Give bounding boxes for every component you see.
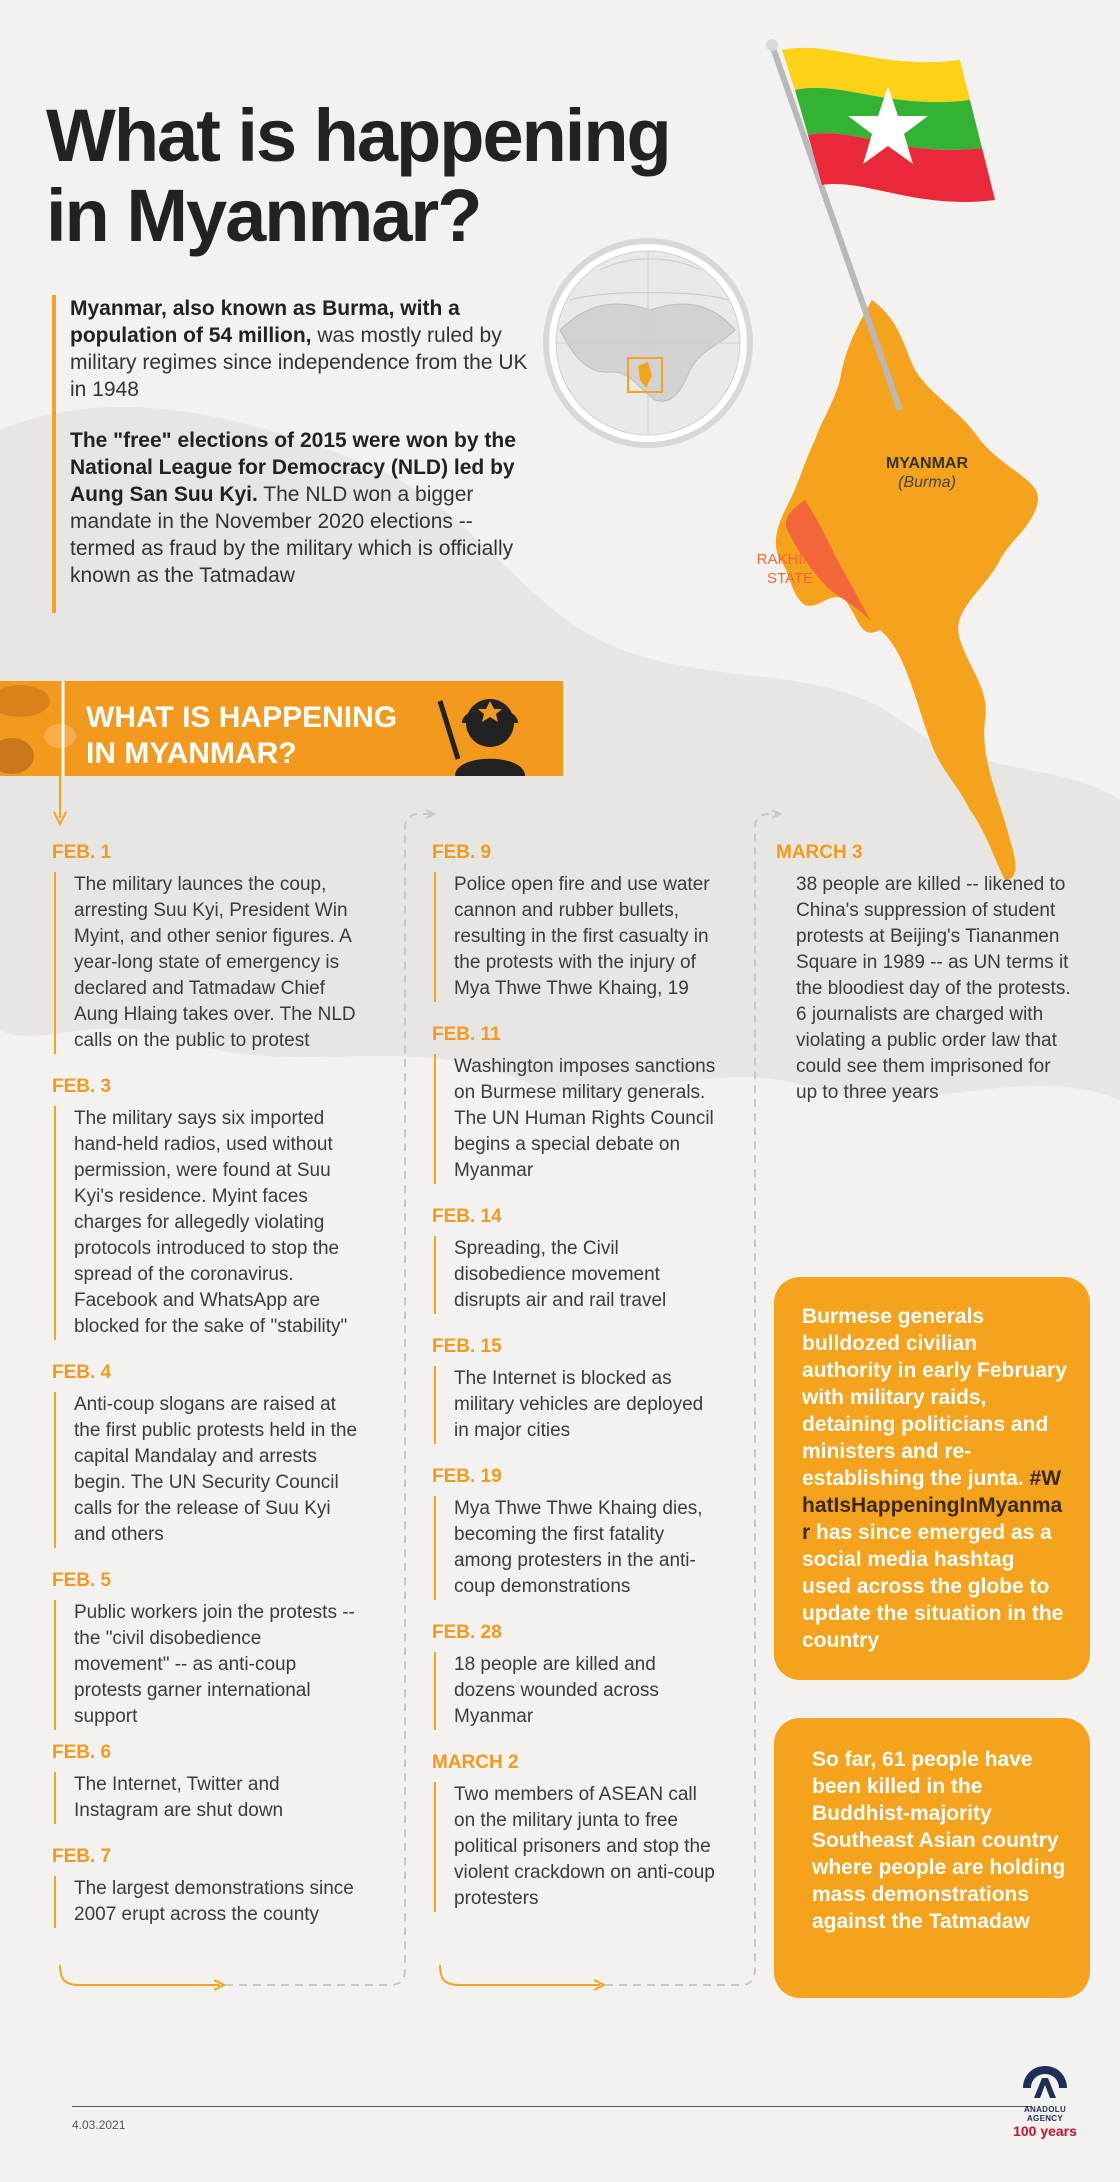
timeline-entry	[432, 1336, 722, 1444]
agency-logo	[1010, 2064, 1080, 2139]
summary-box	[774, 1277, 1090, 1680]
timeline-entry	[52, 1076, 362, 1340]
entry-text: Washington imposes sanctions on Burmese military generals. The UN Human Rights Council begins a special debate on Myanmar	[434, 1054, 722, 1184]
entry-date: MARCH 2	[432, 1752, 519, 1773]
country-label: MYANMAR	[885, 455, 969, 472]
entry-text: Two members of ASEAN call on the military junta to free political prisoners and stop the violent crackdown on anti-coup protesters	[434, 1782, 722, 1912]
footer-date: 4.03.2021	[72, 2118, 126, 2132]
banner-title-line2: IN MYANMAR?	[86, 737, 297, 770]
entry-text: Spreading, the Civil disobedience movement disrupts air and rail travel	[434, 1236, 722, 1314]
entry-text: The Internet, Twitter and Instagram are shut down	[54, 1772, 362, 1824]
timeline-entry	[52, 1362, 362, 1548]
entry-text: 38 people are killed -- likened to China's suppression of student protests at Beijing's Tiananmen Square in 1989 -- as UN terms it the bloodiest day of the protests. 6 journalists are charged with violating a public order law that could see them imprisoned for up to three years	[796, 874, 1071, 1103]
timeline-entry	[432, 1024, 722, 1184]
timeline-entry	[52, 842, 362, 1054]
intro-p1-bold: Myanmar, also known as Burma, with a population of 54 million,	[70, 297, 460, 347]
timeline-entry	[432, 842, 722, 1002]
entry-text: The largest demonstrations since 2007 erupt across the county	[54, 1876, 362, 1928]
entry-date: FEB. 19	[432, 1466, 502, 1487]
intro-p2-bold: The "free" elections of 2015 were won by the National League for Democracy (NLD) led by Aung San Suu Kyi.	[70, 429, 516, 506]
hashtag: #WhatIsHappeningInMyanmar	[802, 1467, 1063, 1544]
myanmar-map-label	[862, 454, 992, 492]
intro-p2-rest: The NLD won a bigger mandate in the November 2020 elections -- termed as fraud by the military which is officially known as the Tatmadaw	[70, 483, 514, 587]
entry-date: FEB. 3	[52, 1076, 112, 1097]
death-toll-box	[774, 1718, 1090, 1998]
agency-years: 100 years	[1013, 2123, 1077, 2139]
intro-p1-rest: was mostly ruled by military regimes since independence from the UK in 1948	[70, 324, 528, 401]
agency-name: ANADOLU AGENCY	[1023, 2105, 1067, 2123]
banner-title-line1: WHAT IS HAPPENING	[86, 701, 398, 734]
myanmar-flag	[766, 39, 995, 410]
entry-text: The Internet is blocked as military vehicles are deployed in major cities	[434, 1366, 722, 1444]
rakhine-state-label	[740, 550, 840, 588]
entry-date: FEB. 5	[52, 1570, 112, 1591]
entry-date: MARCH 3	[776, 842, 863, 863]
rakhine-label-line2: STATE	[766, 570, 814, 587]
timeline-entry	[432, 1622, 722, 1730]
timeline-entry	[432, 1206, 722, 1314]
entry-text: Anti-coup slogans are raised at the first public protests held in the capital Mandalay and arrests begin. The UN Security Council calls for the release of Suu Kyi and others	[54, 1392, 362, 1548]
entry-date: FEB. 4	[52, 1362, 112, 1383]
entry-date: FEB. 28	[432, 1622, 502, 1643]
timeline-entry	[776, 842, 1076, 1106]
entry-text: Police open fire and use water cannon and rubber bullets, resulting in the first casualty in the protests with the injury of Mya Thwe Thwe Khaing, 19	[434, 872, 722, 1002]
timeline-column-2	[432, 842, 722, 1912]
entry-text: Mya Thwe Thwe Khaing dies, becoming the first fatality among protesters in the anti-coup demonstrations	[434, 1496, 722, 1600]
timeline-entry	[52, 1846, 362, 1928]
entry-date: FEB. 15	[432, 1336, 502, 1357]
entry-text: Public workers join the protests -- the "civil disobedience movement" -- as anti-coup protests garner international support	[54, 1600, 362, 1730]
timeline-entry	[432, 1752, 722, 1912]
summary-text-before: Burmese generals bulldozed civilian authority in early February with military raids, detaining politicians and ministers and re-establishing the junta.	[802, 1305, 1067, 1490]
entry-date: FEB. 11	[432, 1024, 501, 1045]
page-title: What is happening in Myanmar?	[46, 94, 670, 257]
country-sub-label: (Burma)	[898, 474, 956, 491]
timeline-column-3	[776, 842, 1076, 1106]
entry-date: FEB. 14	[432, 1206, 502, 1227]
death-toll-text: So far, 61 people have been killed in the Buddhist-majority Southeast Asian country where people are holding mass demonstrations against the Tatmadaw	[812, 1748, 1066, 1933]
aa-logo-icon	[1020, 2064, 1070, 2100]
timeline-entry	[52, 1742, 362, 1824]
entry-date: FEB. 6	[52, 1742, 112, 1763]
entry-text: The military says six imported hand-held radios, used without permission, were found at Suu Kyi's residence. Myint faces charges for allegedly violating protocols introduced to stop the spread of the coronavirus. Facebook and WhatsApp are blocked for the sake of "stability"	[54, 1106, 362, 1340]
entry-date: FEB. 1	[52, 842, 112, 863]
timeline-column-1	[52, 842, 362, 1928]
summary-text-after: has since emerged as a social media hashtag used across the globe to update the situation in the country	[802, 1521, 1064, 1652]
footer-divider	[72, 2106, 1032, 2107]
intro-text	[52, 295, 540, 613]
timeline-entry	[52, 1570, 362, 1730]
timeline-entry	[432, 1466, 722, 1600]
globe-icon	[546, 241, 750, 445]
entry-date: FEB. 9	[432, 842, 492, 863]
entry-date: FEB. 7	[52, 1846, 112, 1867]
banner-title	[86, 700, 397, 772]
entry-text: The military launces the coup, arresting Suu Kyi, President Win Myint, and other senior figures. A year-long state of emergency is declared and Tatmadaw Chief Aung Hlaing takes over. The NLD calls on the public to protest	[54, 872, 362, 1054]
entry-text: 18 people are killed and dozens wounded across Myanmar	[434, 1652, 722, 1730]
soldier-icon	[440, 699, 525, 776]
rakhine-label-line1: RAKHINE	[756, 551, 824, 568]
